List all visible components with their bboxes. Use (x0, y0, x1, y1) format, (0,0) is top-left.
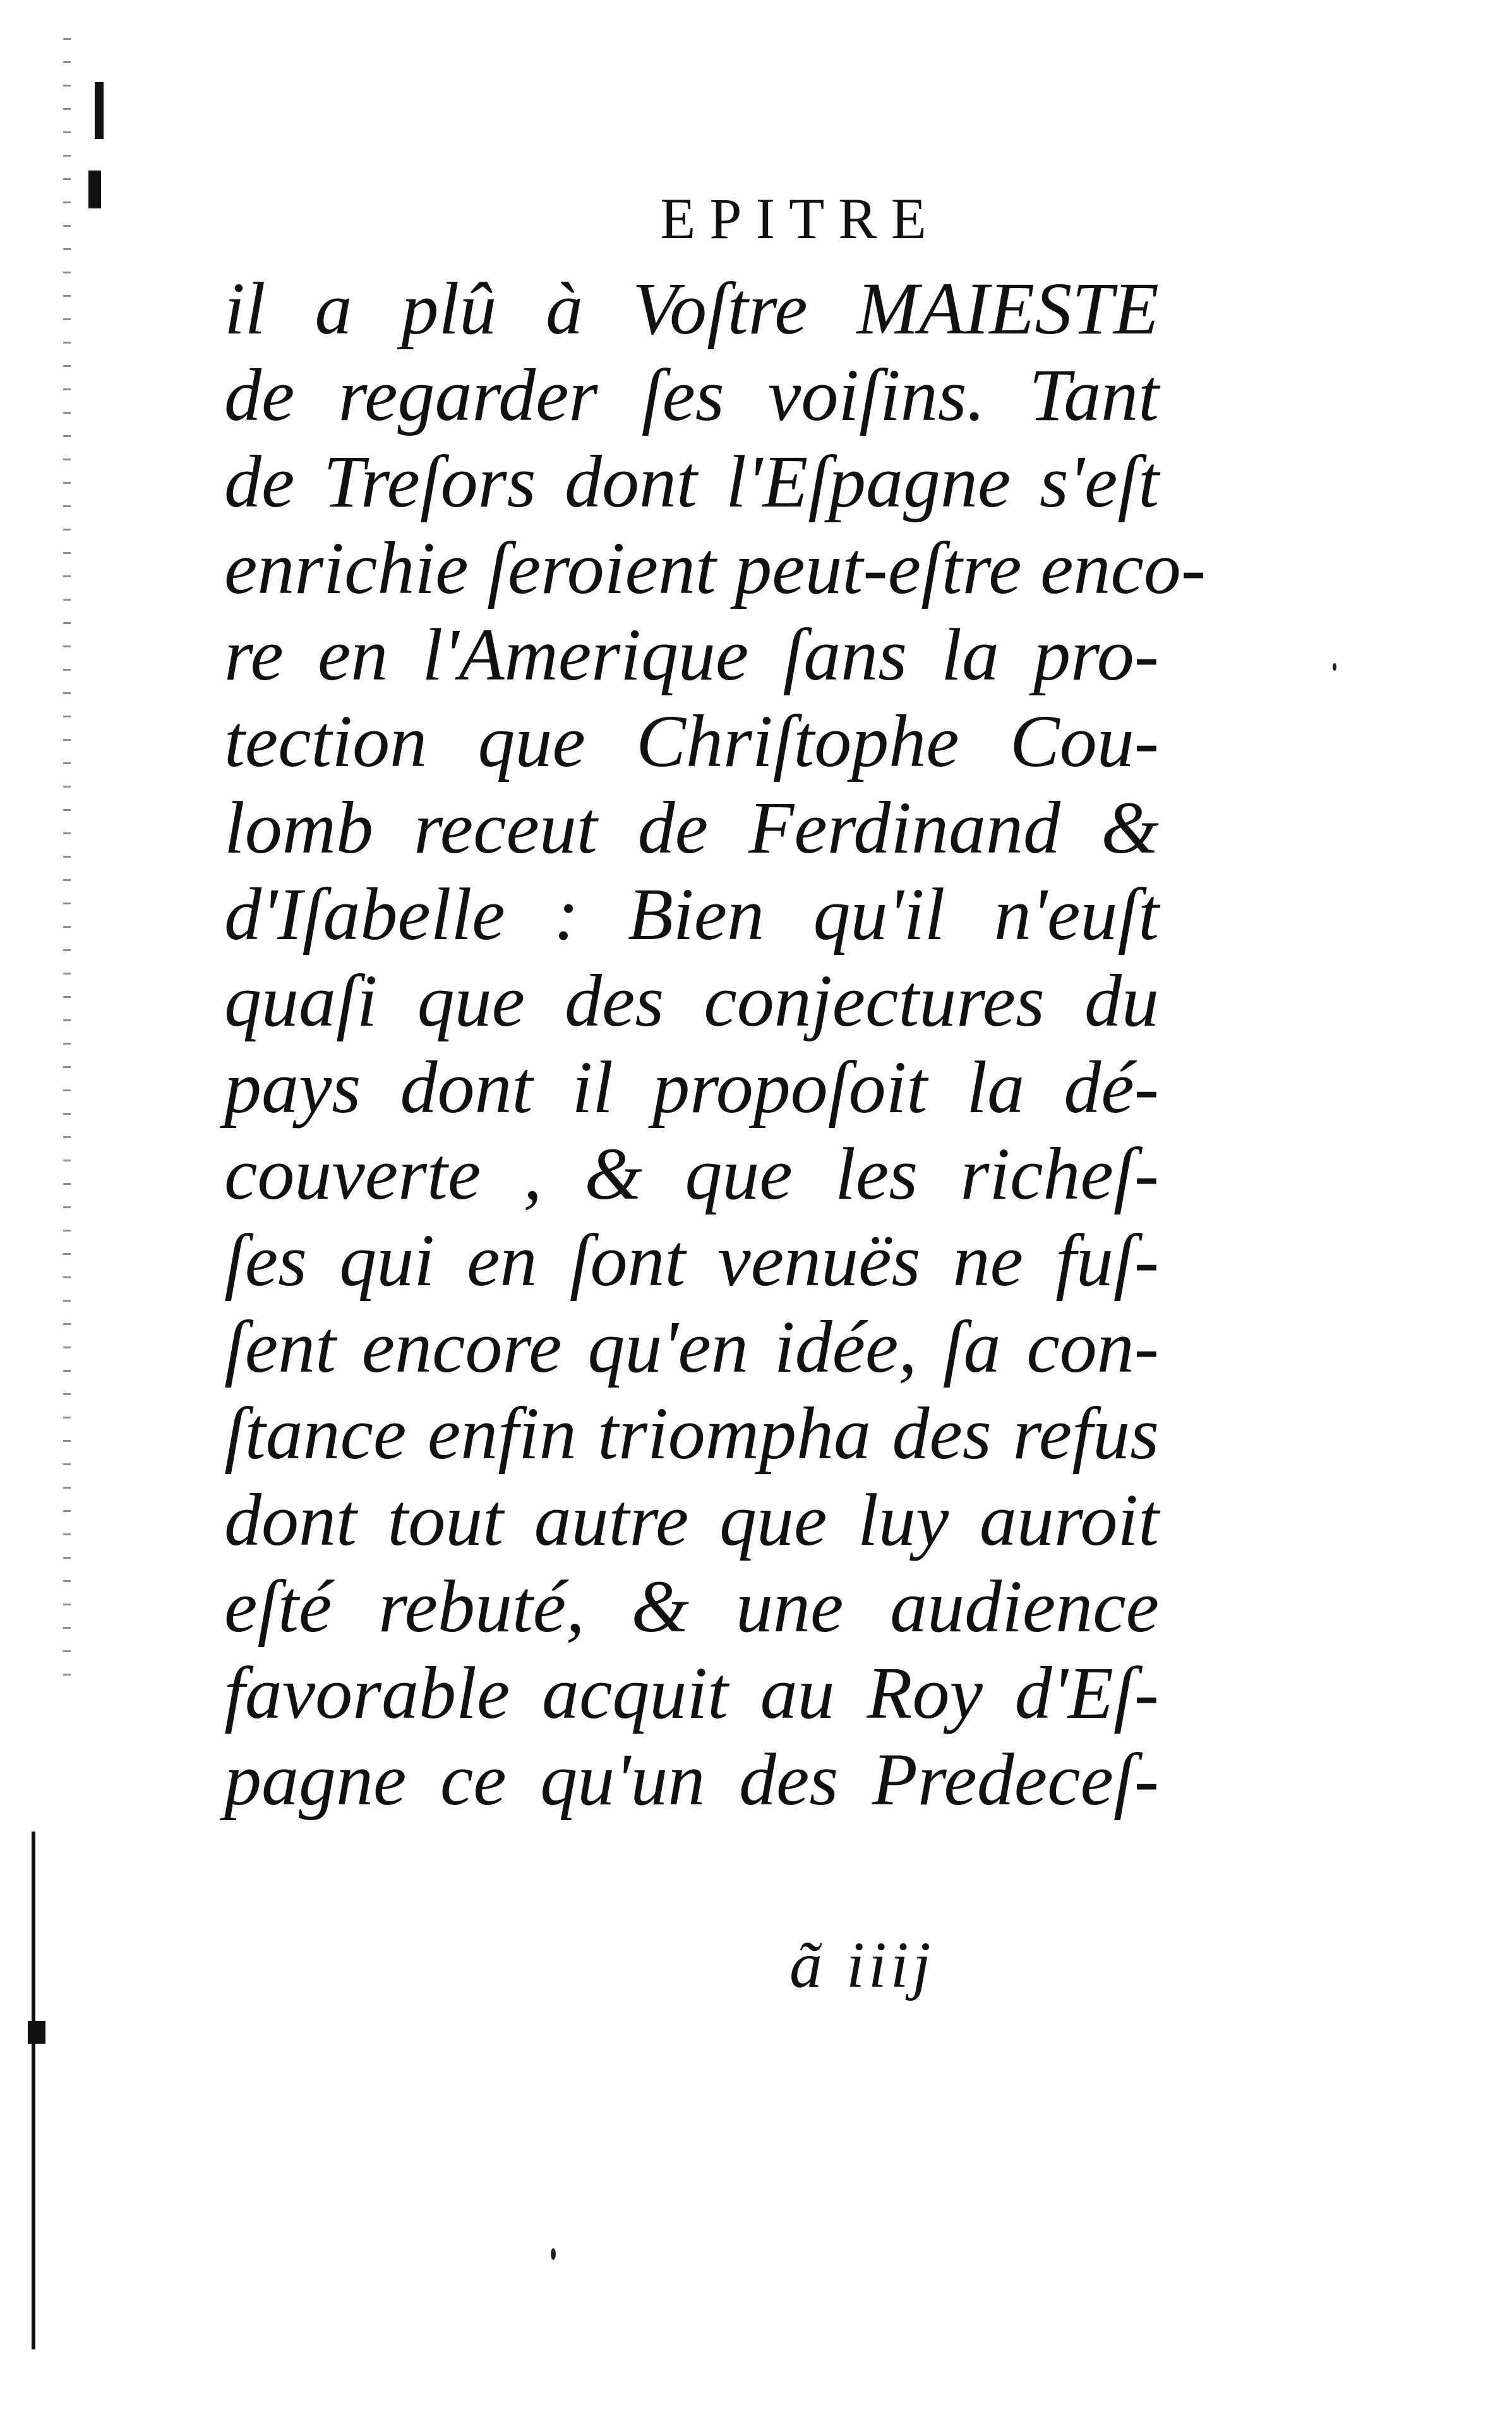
text-line: dont tout autre que luy auroit (224, 1478, 1159, 1561)
text-line: lomb receut de Ferdinand & (224, 786, 1159, 869)
signature-mark: ã iiij (789, 1929, 935, 2001)
text-line: pays dont il propoſoit la dé- (224, 1046, 1159, 1129)
text-line: ſent encore qu'en idée, ſa con- (224, 1305, 1159, 1388)
text-line: de regarder ſes voiſins. Tant (224, 354, 1159, 436)
binding-edge-line (32, 1832, 35, 2349)
text-line: enrichie ſeroient peut-eſtre enco- (224, 527, 1206, 609)
text-line: ſtance enfin triompha des refus (224, 1392, 1159, 1475)
text-line: ſes qui en ſont venuës ne fuſ- (224, 1219, 1159, 1302)
binding-mark-bottom (28, 2021, 45, 2044)
paper-speck (551, 2248, 556, 2260)
binding-speckle (63, 38, 71, 1680)
text-line: couverte , & que les richeſ- (224, 1132, 1159, 1215)
text-line: d'Iſabelle : Bien qu'il n'euſt (224, 873, 1159, 956)
paper-speck (1333, 663, 1336, 671)
text-line: eſté rebuté, & une audience (224, 1565, 1159, 1648)
text-line: il a plû à Voſtre MAIESTE (224, 267, 1159, 350)
body-text (224, 265, 1206, 1823)
text-line: tection que Chriſtophe Cou- (224, 700, 1159, 783)
text-line: favorable acquit au Roy d'Eſ- (224, 1652, 1159, 1734)
text-line: quaſi que des conjectures du (224, 959, 1159, 1042)
text-line: re en l'Amerique ſans la pro- (224, 613, 1159, 696)
text-line: de Treſors dont l'Eſpagne s'eſt (224, 440, 1159, 523)
binding-mark-top (95, 82, 104, 139)
text-line: pagne ce qu'un des Predeceſ- (224, 1738, 1159, 1821)
running-head: EPITRE (660, 186, 940, 251)
